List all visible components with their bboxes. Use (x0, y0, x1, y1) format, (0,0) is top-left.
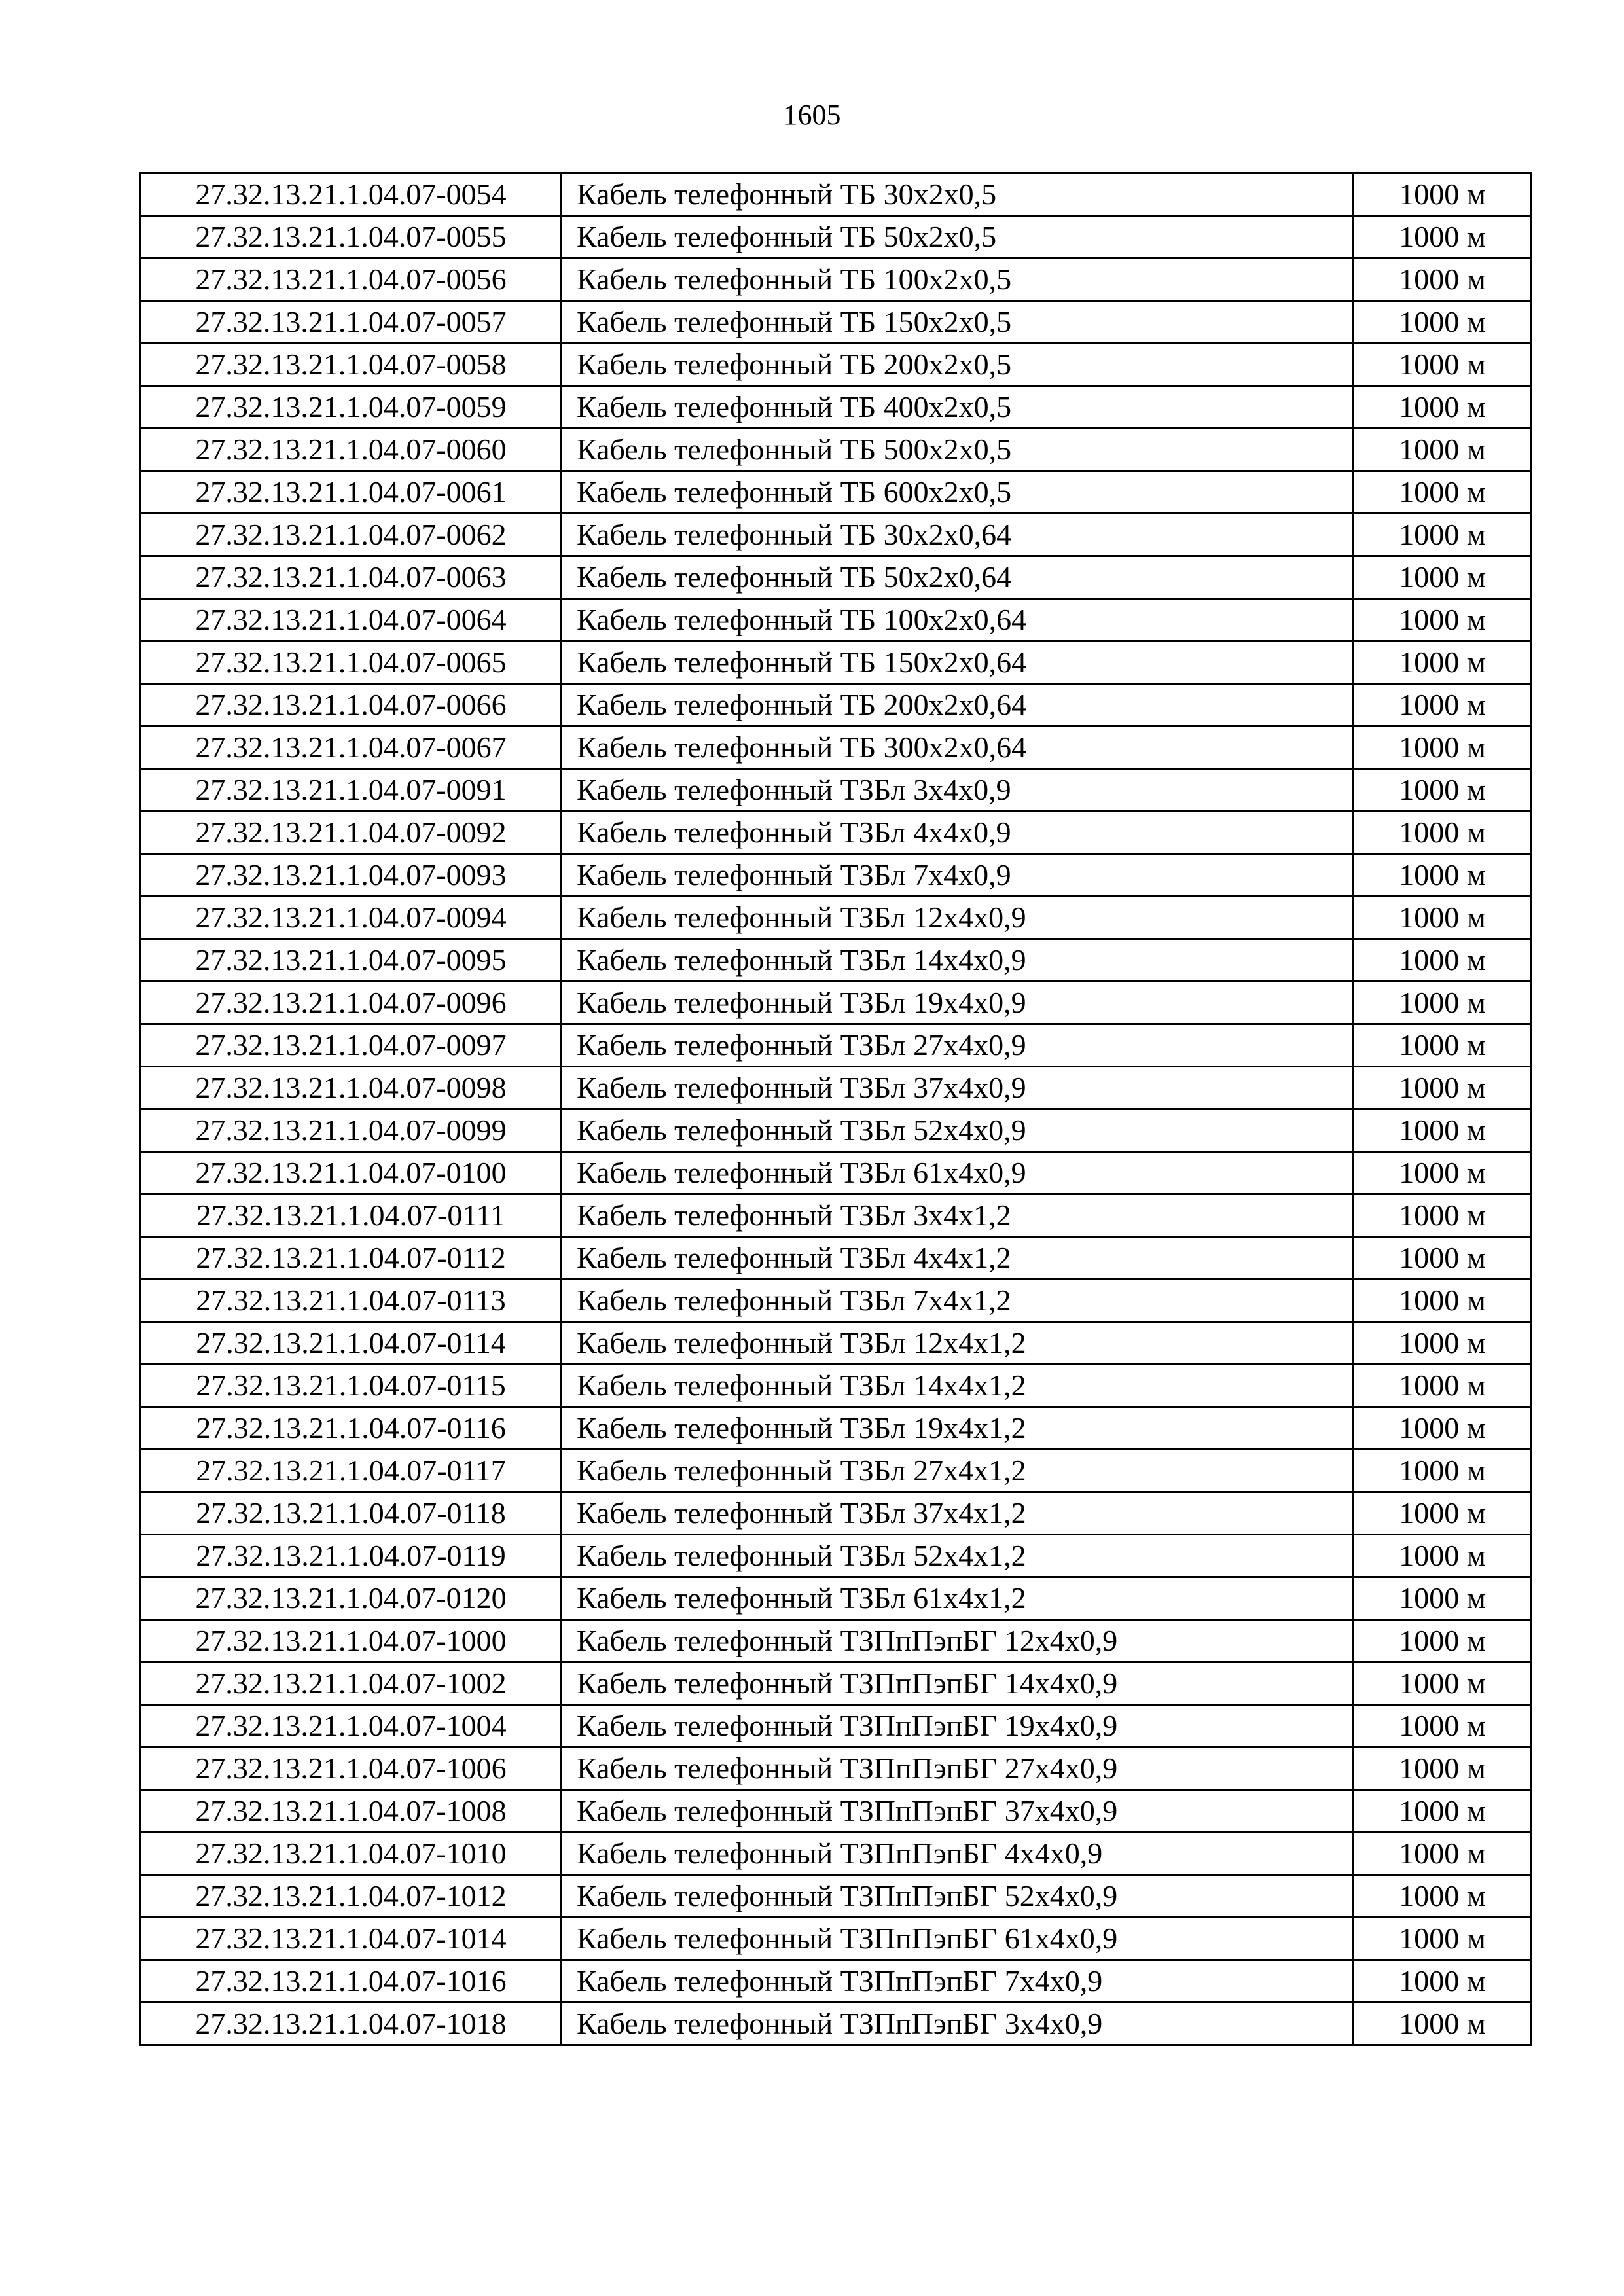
item-unit-cell: 1000 м (1354, 599, 1532, 641)
item-unit-cell: 1000 м (1354, 216, 1532, 259)
item-unit-cell: 1000 м (1354, 1152, 1532, 1194)
item-code-cell: 27.32.13.21.1.04.07-0119 (141, 1535, 562, 1577)
table-row (141, 1918, 1532, 1960)
item-code-cell: 27.32.13.21.1.04.07-0098 (141, 1067, 562, 1109)
item-code-cell: 27.32.13.21.1.04.07-0117 (141, 1450, 562, 1492)
item-name-cell: Кабель телефонный ТБ 50х2х0,64 (562, 556, 1354, 599)
item-unit-cell: 1000 м (1354, 1194, 1532, 1237)
table-row (141, 599, 1532, 641)
item-code-cell: 27.32.13.21.1.04.07-0065 (141, 641, 562, 684)
item-name-cell: Кабель телефонный ТЗБл 37х4х0,9 (562, 1067, 1354, 1109)
item-unit-cell: 1000 м (1354, 726, 1532, 769)
table-row (141, 556, 1532, 599)
item-code-cell: 27.32.13.21.1.04.07-0054 (141, 173, 562, 216)
table-row (141, 1620, 1532, 1662)
item-name-cell: Кабель телефонный ТЗБл 4х4х0,9 (562, 812, 1354, 854)
item-name-cell: Кабель телефонный ТБ 30х2х0,5 (562, 173, 1354, 216)
table-row (141, 216, 1532, 259)
item-name-cell: Кабель телефонный ТЗБл 3х4х0,9 (562, 769, 1354, 812)
item-unit-cell: 1000 м (1354, 1109, 1532, 1152)
item-name-cell: Кабель телефонный ТБ 30х2х0,64 (562, 514, 1354, 556)
item-name-cell: Кабель телефонный ТЗБл 12х4х1,2 (562, 1322, 1354, 1365)
item-unit-cell: 1000 м (1354, 1875, 1532, 1918)
item-name-cell: Кабель телефонный ТЗБл 4х4х1,2 (562, 1237, 1354, 1280)
item-unit-cell: 1000 м (1354, 769, 1532, 812)
item-unit-cell: 1000 м (1354, 897, 1532, 939)
item-unit-cell: 1000 м (1354, 1662, 1532, 1705)
item-unit-cell: 1000 м (1354, 641, 1532, 684)
item-name-cell: Кабель телефонный ТБ 150х2х0,64 (562, 641, 1354, 684)
item-name-cell: Кабель телефонный ТБ 600х2х0,5 (562, 471, 1354, 514)
item-name-cell: Кабель телефонный ТБ 100х2х0,5 (562, 259, 1354, 301)
item-code-cell: 27.32.13.21.1.04.07-1004 (141, 1705, 562, 1748)
item-name-cell: Кабель телефонный ТЗБл 3х4х1,2 (562, 1194, 1354, 1237)
item-unit-cell: 1000 м (1354, 1577, 1532, 1620)
item-code-cell: 27.32.13.21.1.04.07-0116 (141, 1407, 562, 1450)
items-table-body (141, 173, 1532, 2045)
page-number: 1605 (783, 99, 841, 131)
item-unit-cell: 1000 м (1354, 812, 1532, 854)
item-code-cell: 27.32.13.21.1.04.07-0120 (141, 1577, 562, 1620)
item-name-cell: Кабель телефонный ТЗБл 61х4х0,9 (562, 1152, 1354, 1194)
table-row (141, 386, 1532, 429)
item-name-cell: Кабель телефонный ТЗПпПэпБГ 37х4х0,9 (562, 1790, 1354, 1833)
item-code-cell: 27.32.13.21.1.04.07-1008 (141, 1790, 562, 1833)
item-code-cell: 27.32.13.21.1.04.07-1010 (141, 1833, 562, 1875)
item-name-cell: Кабель телефонный ТЗБл 52х4х1,2 (562, 1535, 1354, 1577)
item-name-cell: Кабель телефонный ТЗБл 27х4х1,2 (562, 1450, 1354, 1492)
item-unit-cell: 1000 м (1354, 1322, 1532, 1365)
item-name-cell: Кабель телефонный ТБ 50х2х0,5 (562, 216, 1354, 259)
item-name-cell: Кабель телефонный ТБ 400х2х0,5 (562, 386, 1354, 429)
item-name-cell: Кабель телефонный ТБ 500х2х0,5 (562, 429, 1354, 471)
item-unit-cell: 1000 м (1354, 939, 1532, 982)
item-name-cell: Кабель телефонный ТБ 200х2х0,64 (562, 684, 1354, 726)
table-row (141, 1960, 1532, 2003)
item-code-cell: 27.32.13.21.1.04.07-0061 (141, 471, 562, 514)
table-row (141, 514, 1532, 556)
table-row (141, 1024, 1532, 1067)
item-code-cell: 27.32.13.21.1.04.07-0114 (141, 1322, 562, 1365)
table-row (141, 1194, 1532, 1237)
table-row (141, 684, 1532, 726)
item-code-cell: 27.32.13.21.1.04.07-0055 (141, 216, 562, 259)
table-row (141, 1450, 1532, 1492)
item-name-cell: Кабель телефонный ТЗБл 27х4х0,9 (562, 1024, 1354, 1067)
item-unit-cell: 1000 м (1354, 1748, 1532, 1790)
item-code-cell: 27.32.13.21.1.04.07-0058 (141, 344, 562, 386)
item-code-cell: 27.32.13.21.1.04.07-0063 (141, 556, 562, 599)
table-row (141, 344, 1532, 386)
item-name-cell: Кабель телефонный ТЗПпПэпБГ 61х4х0,9 (562, 1918, 1354, 1960)
item-code-cell: 27.32.13.21.1.04.07-0062 (141, 514, 562, 556)
item-name-cell: Кабель телефонный ТЗБл 61х4х1,2 (562, 1577, 1354, 1620)
item-name-cell: Кабель телефонный ТЗПпПэпБГ 12х4х0,9 (562, 1620, 1354, 1662)
table-row (141, 897, 1532, 939)
item-unit-cell: 1000 м (1354, 173, 1532, 216)
item-code-cell: 27.32.13.21.1.04.07-0099 (141, 1109, 562, 1152)
table-row (141, 1875, 1532, 1918)
item-code-cell: 27.32.13.21.1.04.07-1012 (141, 1875, 562, 1918)
item-code-cell: 27.32.13.21.1.04.07-1000 (141, 1620, 562, 1662)
item-code-cell: 27.32.13.21.1.04.07-1002 (141, 1662, 562, 1705)
item-code-cell: 27.32.13.21.1.04.07-0064 (141, 599, 562, 641)
item-name-cell: Кабель телефонный ТЗБл 7х4х0,9 (562, 854, 1354, 897)
item-unit-cell: 1000 м (1354, 1067, 1532, 1109)
table-row (141, 812, 1532, 854)
item-code-cell: 27.32.13.21.1.04.07-0056 (141, 259, 562, 301)
item-unit-cell: 1000 м (1354, 1833, 1532, 1875)
table-row (141, 1067, 1532, 1109)
item-unit-cell: 1000 м (1354, 1407, 1532, 1450)
item-unit-cell: 1000 м (1354, 1280, 1532, 1322)
table-row (141, 854, 1532, 897)
item-unit-cell: 1000 м (1354, 1620, 1532, 1662)
item-code-cell: 27.32.13.21.1.04.07-0060 (141, 429, 562, 471)
item-name-cell: Кабель телефонный ТЗБл 37х4х1,2 (562, 1492, 1354, 1535)
item-code-cell: 27.32.13.21.1.04.07-1018 (141, 2003, 562, 2045)
item-unit-cell: 1000 м (1354, 982, 1532, 1024)
table-row (141, 1662, 1532, 1705)
table-row (141, 939, 1532, 982)
item-code-cell: 27.32.13.21.1.04.07-0066 (141, 684, 562, 726)
item-unit-cell: 1000 м (1354, 1960, 1532, 2003)
item-unit-cell: 1000 м (1354, 471, 1532, 514)
item-unit-cell: 1000 м (1354, 1790, 1532, 1833)
item-unit-cell: 1000 м (1354, 344, 1532, 386)
item-unit-cell: 1000 м (1354, 1365, 1532, 1407)
item-name-cell: Кабель телефонный ТЗБл 19х4х1,2 (562, 1407, 1354, 1450)
item-unit-cell: 1000 м (1354, 259, 1532, 301)
item-unit-cell: 1000 м (1354, 684, 1532, 726)
item-code-cell: 27.32.13.21.1.04.07-1014 (141, 1918, 562, 1960)
item-code-cell: 27.32.13.21.1.04.07-0100 (141, 1152, 562, 1194)
item-name-cell: Кабель телефонный ТЗПпПэпБГ 7х4х0,9 (562, 1960, 1354, 2003)
table-row (141, 1280, 1532, 1322)
item-name-cell: Кабель телефонный ТЗПпПэпБГ 3х4х0,9 (562, 2003, 1354, 2045)
table-row (141, 1535, 1532, 1577)
item-code-cell: 27.32.13.21.1.04.07-0093 (141, 854, 562, 897)
item-unit-cell: 1000 м (1354, 1918, 1532, 1960)
item-unit-cell: 1000 м (1354, 301, 1532, 344)
table-row (141, 2003, 1532, 2045)
table-row (141, 301, 1532, 344)
items-table (139, 172, 1532, 2046)
table-row (141, 726, 1532, 769)
item-code-cell: 27.32.13.21.1.04.07-0115 (141, 1365, 562, 1407)
item-code-cell: 27.32.13.21.1.04.07-0095 (141, 939, 562, 982)
item-name-cell: Кабель телефонный ТЗБл 14х4х0,9 (562, 939, 1354, 982)
item-code-cell: 27.32.13.21.1.04.07-0067 (141, 726, 562, 769)
item-name-cell: Кабель телефонный ТЗБл 12х4х0,9 (562, 897, 1354, 939)
item-name-cell: Кабель телефонный ТЗБл 14х4х1,2 (562, 1365, 1354, 1407)
table-row (141, 641, 1532, 684)
table-row (141, 1407, 1532, 1450)
item-unit-cell: 1000 м (1354, 1024, 1532, 1067)
item-name-cell: Кабель телефонный ТБ 100х2х0,64 (562, 599, 1354, 641)
table-row (141, 471, 1532, 514)
table-row (141, 1577, 1532, 1620)
item-unit-cell: 1000 м (1354, 1450, 1532, 1492)
item-name-cell: Кабель телефонный ТЗБл 19х4х0,9 (562, 982, 1354, 1024)
item-name-cell: Кабель телефонный ТБ 150х2х0,5 (562, 301, 1354, 344)
item-name-cell: Кабель телефонный ТБ 200х2х0,5 (562, 344, 1354, 386)
item-name-cell: Кабель телефонный ТБ 300х2х0,64 (562, 726, 1354, 769)
item-unit-cell: 1000 м (1354, 514, 1532, 556)
item-unit-cell: 1000 м (1354, 1705, 1532, 1748)
item-code-cell: 27.32.13.21.1.04.07-0096 (141, 982, 562, 1024)
item-name-cell: Кабель телефонный ТЗПпПэпБГ 52х4х0,9 (562, 1875, 1354, 1918)
table-row (141, 173, 1532, 216)
item-unit-cell: 1000 м (1354, 556, 1532, 599)
item-code-cell: 27.32.13.21.1.04.07-1006 (141, 1748, 562, 1790)
table-row (141, 982, 1532, 1024)
table-row (141, 1705, 1532, 1748)
item-code-cell: 27.32.13.21.1.04.07-0111 (141, 1194, 562, 1237)
table-row (141, 1322, 1532, 1365)
item-code-cell: 27.32.13.21.1.04.07-0097 (141, 1024, 562, 1067)
item-code-cell: 27.32.13.21.1.04.07-0059 (141, 386, 562, 429)
item-code-cell: 27.32.13.21.1.04.07-0057 (141, 301, 562, 344)
item-unit-cell: 1000 м (1354, 1535, 1532, 1577)
table-row (141, 1365, 1532, 1407)
table-row (141, 769, 1532, 812)
item-name-cell: Кабель телефонный ТЗПпПэпБГ 19х4х0,9 (562, 1705, 1354, 1748)
table-row (141, 429, 1532, 471)
item-code-cell: 27.32.13.21.1.04.07-0094 (141, 897, 562, 939)
item-name-cell: Кабель телефонный ТЗПпПэпБГ 27х4х0,9 (562, 1748, 1354, 1790)
item-name-cell: Кабель телефонный ТЗПпПэпБГ 14х4х0,9 (562, 1662, 1354, 1705)
table-row (141, 259, 1532, 301)
item-unit-cell: 1000 м (1354, 854, 1532, 897)
item-code-cell: 27.32.13.21.1.04.07-0113 (141, 1280, 562, 1322)
item-unit-cell: 1000 м (1354, 2003, 1532, 2045)
table-row (141, 1152, 1532, 1194)
item-unit-cell: 1000 м (1354, 1237, 1532, 1280)
item-code-cell: 27.32.13.21.1.04.07-1016 (141, 1960, 562, 2003)
item-unit-cell: 1000 м (1354, 429, 1532, 471)
item-code-cell: 27.32.13.21.1.04.07-0092 (141, 812, 562, 854)
table-row (141, 1492, 1532, 1535)
table-row (141, 1833, 1532, 1875)
item-code-cell: 27.32.13.21.1.04.07-0112 (141, 1237, 562, 1280)
table-row (141, 1109, 1532, 1152)
item-name-cell: Кабель телефонный ТЗБл 7х4х1,2 (562, 1280, 1354, 1322)
item-code-cell: 27.32.13.21.1.04.07-0091 (141, 769, 562, 812)
item-code-cell: 27.32.13.21.1.04.07-0118 (141, 1492, 562, 1535)
item-unit-cell: 1000 м (1354, 386, 1532, 429)
table-row (141, 1748, 1532, 1790)
table-row (141, 1790, 1532, 1833)
item-name-cell: Кабель телефонный ТЗБл 52х4х0,9 (562, 1109, 1354, 1152)
item-unit-cell: 1000 м (1354, 1492, 1532, 1535)
item-name-cell: Кабель телефонный ТЗПпПэпБГ 4х4х0,9 (562, 1833, 1354, 1875)
table-row (141, 1237, 1532, 1280)
